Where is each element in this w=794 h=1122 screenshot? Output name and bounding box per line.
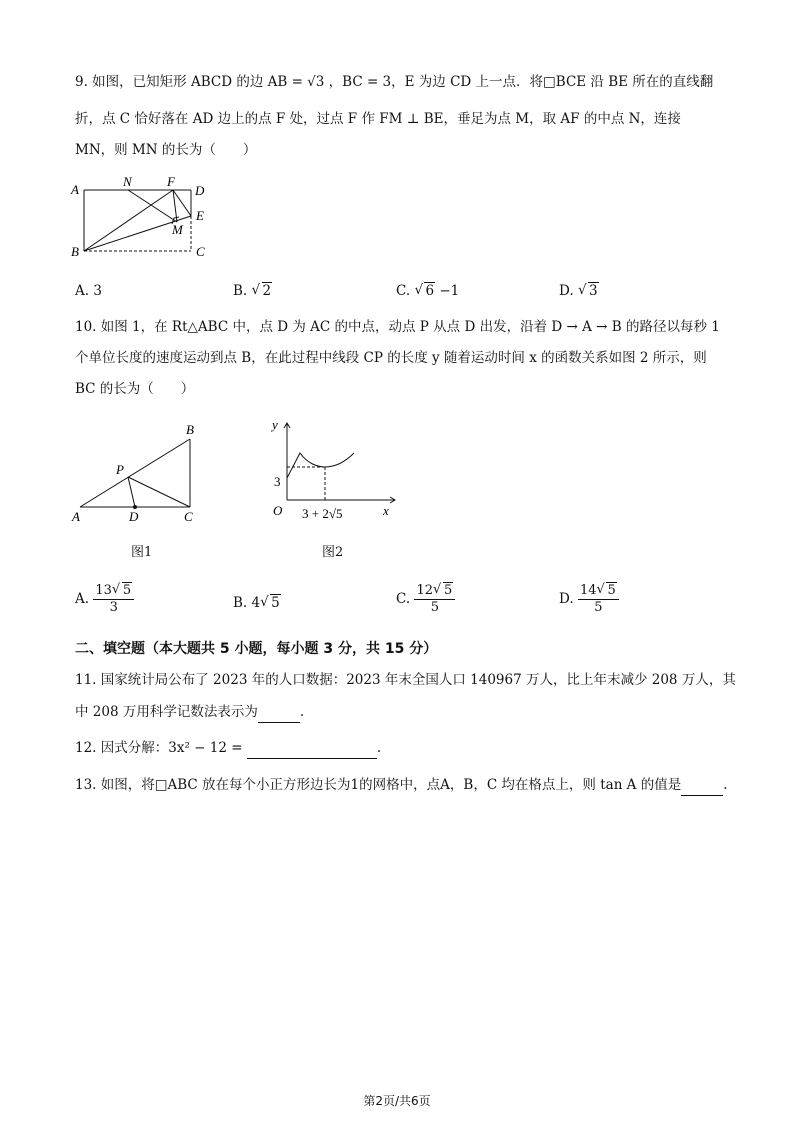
q10-option-d-den: 5	[594, 600, 603, 615]
q11-line-2	[75, 702, 304, 723]
q10-option-d-label: D.	[559, 591, 574, 607]
q9-option-c	[396, 281, 459, 301]
q10-fig2-label-3: 3	[274, 474, 281, 489]
q10-fig1-label-A: A	[72, 509, 80, 524]
q9-option-c-label: C.	[396, 283, 411, 299]
q10-option-c-den: 5	[430, 600, 439, 615]
q10-figure-1-caption: 图1	[131, 545, 153, 560]
q11-text: 中 208 万用科学记数法表示为	[75, 704, 258, 720]
q10-fig1-label-P: P	[116, 462, 124, 477]
q10-option-a-label: A.	[75, 591, 90, 607]
q10-option-a-den: 3	[109, 600, 118, 615]
q9-option-d-label: D.	[559, 283, 574, 299]
q10-fig1-label-B: B	[186, 422, 194, 437]
q9-label-B: B	[71, 244, 79, 259]
q10-fig2-label-x: x	[383, 503, 389, 518]
q9-option-b-label: B.	[233, 283, 248, 299]
q9-option-d-radicand: 3	[588, 283, 598, 299]
q9-option-a: A. 3	[75, 283, 102, 299]
q9-line-2: 折，点 C 恰好落在 AD 边上的点 F 处，过点 F 作 FM ⊥ BE，垂足为点 M，取 AF 的中点 N，连接	[75, 111, 681, 127]
q12-answer-blank[interactable]	[247, 738, 377, 759]
page-number: 第2页/共6页	[363, 1094, 431, 1108]
q9-label-M: M	[172, 222, 183, 237]
q10-option-c-radicand: 5	[443, 583, 453, 598]
q11-line-1: 11. 国家统计局公布了 2023 年的人口数据：2023 年末全国人口 140967 万人，比上年末减少 208 万人，其	[75, 672, 736, 688]
q10-option-a-num: 13	[95, 583, 112, 598]
q10-option-a-radicand: 5	[122, 583, 132, 598]
q10-fig1-label-C: C	[184, 509, 193, 524]
q10-option-b-radicand: 5	[271, 595, 280, 611]
q10-line-1: 10. 如图 1，在 Rt△ABC 中，点 D 为 AC 的中点，动点 P 从点 D 出发，沿着 D → A → B 的路径以每秒 1	[75, 319, 720, 335]
q13-text: 13. 如图，将□ABC 放在每个小正方形边长为1的网格中，点A，B，C 均在格点上，则 tan A 的值是	[75, 777, 682, 793]
q10-line-3: BC 的长为（ ）	[75, 381, 195, 397]
q9-line-1: 9. 如图，已知矩形 ABCD 的边 AB = √3 ，BC = 3，E 为边 CD 上一点．将□BCE 沿 BE 所在的直线翻	[75, 74, 714, 90]
q13-end: .	[723, 777, 728, 793]
section-title: 二、填空题（本大题共 5 小题，每小题 3 分，共 15 分）	[75, 641, 438, 657]
q10-option-c-label: C.	[396, 591, 411, 607]
q10-option-d	[559, 583, 619, 616]
q12-line	[75, 738, 381, 759]
q12-end: .	[376, 740, 382, 756]
q12-text: 12. 因式分解：3x² − 12 =	[75, 740, 243, 756]
q10-fig2-xmark: 3 + 2√5	[302, 506, 343, 521]
q9-option-c-radicand: 6	[425, 283, 435, 299]
q9-line-3: MN，则 MN 的长为（ ）	[75, 142, 257, 158]
q9-label-F: F	[167, 174, 175, 189]
q10-fig2-label-O: O	[273, 503, 283, 518]
q10-option-b	[233, 593, 281, 613]
q11-answer-blank[interactable]	[258, 702, 300, 723]
q9-option-b-radicand: 2	[262, 283, 272, 299]
q10-figure-2-caption: 图2	[322, 545, 344, 560]
q10-fig1-label-D: D	[129, 509, 139, 524]
q9-option-c-tail: −1	[439, 283, 460, 299]
q13-line	[75, 775, 728, 796]
q9-label-D: D	[195, 183, 205, 198]
q10-option-d-radicand: 5	[607, 583, 616, 598]
q10-line-2: 个单位长度的速度运动到点 B，在此过程中线段 CP 的长度 y 随着运动时间 x 的函数关系如图 2 所示，则	[75, 350, 707, 366]
q9-label-E: E	[196, 208, 204, 223]
q9-label-N: N	[123, 174, 132, 189]
q13-answer-blank[interactable]	[681, 775, 723, 796]
q10-figure-1	[68, 420, 208, 530]
q10-option-b-coef: 4	[251, 595, 261, 611]
q10-option-a	[75, 583, 134, 616]
q10-figure-2	[262, 415, 402, 530]
q10-option-c	[396, 583, 455, 616]
q9-option-d	[559, 281, 599, 301]
q9-figure	[66, 172, 226, 264]
q10-option-d-num: 14	[579, 583, 597, 598]
q10-option-b-label: B.	[233, 595, 248, 611]
q10-fig2-label-y: y	[272, 417, 278, 432]
q11-end: .	[299, 704, 305, 720]
q9-label-A: A	[71, 182, 79, 197]
q9-option-b	[233, 281, 272, 301]
q9-label-C: C	[196, 244, 205, 259]
q10-option-c-num: 12	[416, 583, 433, 598]
